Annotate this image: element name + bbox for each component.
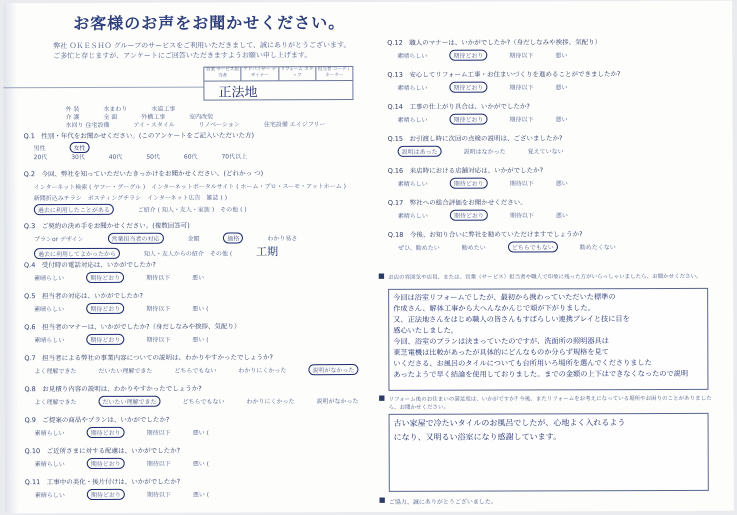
q18-options bbox=[398, 241, 638, 253]
q15-option: 覚えていない bbox=[527, 148, 564, 156]
reform-line: になり、又明るい浴室になり感謝しています。 bbox=[393, 432, 562, 442]
intro-line-1: 弊社 ＯＫＥＳＨＯ グループのサービスをご利用いただきまして、誠にありがとうございます。 bbox=[53, 41, 351, 51]
q4-option: 期待以下 bbox=[146, 274, 171, 282]
comment-line: あったようで早く結論を使用しておりました。までの金額の上下はできなくなったので説明 bbox=[393, 368, 689, 379]
comment-line: 東芝電機は比較があったが具体的にどんなものか分らず規格を見て bbox=[393, 347, 609, 357]
reform-answer-box bbox=[389, 413, 709, 492]
stamp-col-2: アドバイザー デザイナー bbox=[242, 67, 279, 80]
q11-selected-option: 期待どおり bbox=[87, 489, 125, 500]
q8-selected-option: だいたい理解できた bbox=[98, 396, 160, 407]
service-type: 水道工事 bbox=[151, 105, 176, 113]
q11-option: 悪い ( bbox=[192, 491, 210, 499]
q2-row-3 bbox=[34, 203, 269, 215]
gender-label: 男性 bbox=[33, 145, 46, 153]
reform-prompt: リフォーム後のお住まいの満足度は、いかがですか? 今後、またリフォームをお考えになっている場所やお困りのことがありましたら、お聞かせください。 bbox=[388, 395, 712, 411]
stamp-col-1: 営業 サービス担当者 bbox=[204, 67, 241, 80]
q17-selected-option: 期待どおり bbox=[450, 210, 488, 221]
q11-option: 素晴らしい bbox=[34, 492, 65, 500]
q16-option: 悪い bbox=[555, 180, 568, 188]
q16-options bbox=[398, 177, 590, 189]
q5-selected-option: 期待どおり bbox=[86, 303, 124, 314]
reform-handwritten bbox=[394, 416, 704, 445]
q10-options bbox=[35, 457, 231, 469]
age-option: 70代以上 bbox=[221, 153, 248, 161]
q3-circled-answer: 価格 bbox=[223, 232, 243, 243]
q7-option: わかりにくかった bbox=[238, 367, 287, 375]
q8-option: よく理解できた bbox=[34, 399, 77, 407]
service-type: 住宅設備 エイジフリー bbox=[263, 121, 326, 129]
q9-options bbox=[35, 426, 231, 438]
gender-answer: 女性 bbox=[70, 142, 90, 153]
age-option: 60代 bbox=[183, 153, 198, 161]
q9-option: 悪い ( bbox=[192, 429, 209, 437]
q3-option: 知人・友人からの紹介 その他 ( bbox=[143, 250, 233, 258]
q3-option: わかり易さ bbox=[267, 235, 298, 243]
comment-line: 感心いたしました。 bbox=[393, 325, 458, 335]
q2-circled-answer: 過去に利用したことがある bbox=[34, 204, 114, 215]
service-types-row-3 bbox=[66, 119, 348, 129]
survey-sheet bbox=[3, 1, 734, 514]
q4-selected-option: 期待どおり bbox=[86, 272, 124, 283]
q18-option: 勧めたくない bbox=[579, 244, 616, 252]
comment-line: 又、正法地さんをはじめ職人の皆さんもすばらしい連携プレイと技に目を bbox=[393, 314, 630, 324]
q3-option: 金額 bbox=[187, 235, 200, 243]
q9-selected-option: 期待どおり bbox=[87, 427, 125, 438]
staff-stamp-box bbox=[203, 66, 353, 101]
q17-option: 素晴らしい bbox=[397, 212, 428, 220]
q7-selected-option: 説明がなかった bbox=[308, 364, 358, 375]
q15-options bbox=[398, 145, 586, 157]
q8-option: わかりにくかった bbox=[246, 398, 295, 406]
q4-options bbox=[34, 271, 226, 283]
question-6: Q.6 担当者のマナーは、いかがでしたか?（身だしなみや挨拶、気配り） bbox=[24, 322, 241, 332]
q1-ages bbox=[34, 151, 269, 161]
q7-options bbox=[34, 364, 380, 376]
service-type: 外構工事 bbox=[141, 113, 166, 121]
survey-title: お客様のお声をお聞かせください。 bbox=[73, 13, 346, 34]
service-type: 水回り 住宅設備 bbox=[65, 121, 110, 130]
q3-circled-answer: 過去に利用してよかったから bbox=[34, 248, 120, 259]
footer-checkbox: ■ bbox=[378, 495, 386, 504]
q7-option: よく理解できた bbox=[34, 368, 77, 376]
service-type: 全 面 bbox=[103, 113, 118, 121]
question-3: Q.3 ご契約の決め手をお聞かせください。(複数回答可) bbox=[23, 221, 190, 231]
q18-option: ぜひ、勧めたい bbox=[397, 244, 440, 252]
question-12: Q.12 職人のマナーは、いかがでしたか?（身だしなみや挨拶、気配り） bbox=[387, 38, 602, 47]
service-type: 水まわり bbox=[103, 105, 128, 113]
q12-selected-option: 期待どおり bbox=[449, 50, 487, 61]
q7-option: だいたい理解できた bbox=[98, 367, 153, 375]
page-fold-shadow bbox=[3, 3, 19, 513]
question-2: Q.2 今回、弊社を知っていただいたきっかけをお聞かせください。(どれかっ つ) bbox=[23, 169, 264, 179]
q13-options bbox=[397, 81, 589, 93]
q18-selected-option: どちらでもない bbox=[508, 241, 558, 252]
comment-line: いくださる、お風呂のタイルについても台所用いろ場所を選んでくださりました bbox=[393, 358, 652, 368]
comment-handwritten bbox=[393, 291, 703, 380]
q14-option: 悪い bbox=[555, 116, 568, 124]
question-8: Q.8 お見積り内容の説明は、わかりやすかったでしょうか? bbox=[24, 384, 202, 394]
question-5: Q.5 担当者の対応は、いかがでしたか? bbox=[24, 291, 143, 301]
q12-option: 悪い bbox=[555, 52, 568, 60]
service-type: アイ・スタイル bbox=[133, 121, 175, 129]
age-option: 30代 bbox=[71, 153, 85, 162]
intro-line-2: ご多忙と存じますが、アンケートにご回答いただきますようお願い申し上げます。 bbox=[53, 51, 312, 61]
q15-selected-option: 説明はあった bbox=[398, 146, 442, 157]
age-option: 40代 bbox=[108, 153, 123, 161]
q6-selected-option: 期待どおり bbox=[86, 334, 124, 345]
question-13: Q.13 安心してリフォーム工事・お住まいづくりを進めることができましたか? bbox=[387, 70, 621, 79]
q13-option: 期待以下 bbox=[509, 84, 534, 92]
stamp-col-3: リフォーム スタッフ bbox=[279, 67, 316, 80]
header-rule bbox=[3, 87, 203, 89]
q12-option: 期待以下 bbox=[509, 52, 534, 60]
question-15: Q.15 お引渡し時に次回の点検の説明は、ございましたか? bbox=[387, 134, 563, 143]
q2-row-2: 新聞折込みチラシ ポスティングチラシ インターネット広告 雑誌 ( ) bbox=[33, 194, 228, 203]
service-type: 外 装 bbox=[65, 106, 80, 114]
q16-option: 期待以下 bbox=[509, 180, 534, 188]
q5-option: 期待以下 bbox=[146, 305, 171, 313]
q10-option: 悪い ( bbox=[192, 460, 210, 468]
q12-option: 素晴らしい bbox=[397, 52, 428, 60]
service-type: 介 護 bbox=[65, 114, 80, 122]
q13-selected-option: 期待どおり bbox=[449, 82, 487, 93]
question-10: Q.10 ご近所さまに対する配慮は、いかがでしたか? bbox=[24, 446, 181, 456]
q11-options bbox=[35, 488, 231, 500]
q2-row-3-rest: ご紹介 ( 知人・友人・家族 ) その他 ( ) bbox=[137, 206, 247, 214]
age-option: 20代 bbox=[33, 154, 48, 162]
q2-row-1: インターネット検索 ( ヤフー・グーグル ) インターネットポータルサイト ( ホーム・プロ・スーモ・アットホーム ) bbox=[33, 183, 347, 192]
q17-option: 期待以下 bbox=[509, 212, 534, 220]
q7-option: どちらでもない bbox=[174, 367, 217, 375]
q5-option: 悪い ( bbox=[192, 305, 209, 313]
q3-row-2 bbox=[34, 243, 300, 260]
q18-option: 勧めたい bbox=[461, 244, 486, 252]
comment-checkbox: ■ bbox=[378, 271, 385, 280]
q12-options bbox=[397, 49, 589, 61]
q8-option: どちらでもない bbox=[182, 398, 225, 406]
q6-options bbox=[34, 333, 230, 345]
question-17: Q.17 弊社への総合評価をお聞かせください。 bbox=[387, 198, 527, 207]
q17-options bbox=[398, 209, 590, 221]
q5-option: 素晴らしい bbox=[34, 306, 65, 314]
question-11: Q.11 工事中の美化・後片付けは、いかがでしたか? bbox=[24, 477, 181, 487]
footer-thanks: ご協力、誠にありがとうございました。 bbox=[388, 498, 497, 506]
q17-option: 悪い bbox=[555, 212, 568, 220]
comment-line: 今回、浴室のプランは決まっていたのですが、洗面所の照明器具は bbox=[393, 336, 609, 346]
q4-option: 素晴らしい bbox=[34, 275, 65, 283]
q14-option: 期待以下 bbox=[509, 116, 534, 124]
q10-option: 期待以下 bbox=[146, 460, 171, 468]
age-option: 50代 bbox=[146, 153, 160, 161]
staff-handwritten-name: 正法地 bbox=[218, 85, 258, 101]
q6-option: 素晴らしい bbox=[34, 337, 65, 345]
comment-line: 作成さん、解体工事から大へんなかんじで頑が下がりました。 bbox=[393, 303, 595, 313]
q16-selected-option: 期待どおり bbox=[450, 178, 488, 189]
q14-selected-option: 期待どおり bbox=[450, 114, 488, 125]
q14-options bbox=[398, 113, 590, 125]
service-type: リノベーション bbox=[198, 121, 240, 129]
reform-line: 古い家屋で冷たいタイルのお風呂でしたが、心地よく入れるよう bbox=[393, 418, 626, 428]
reform-checkbox: ■ bbox=[378, 393, 386, 402]
q9-option: 素晴らしい bbox=[34, 430, 65, 438]
q8-option: 説明がなかった bbox=[316, 398, 359, 406]
question-16: Q.16 来店時における店舗対応は、いかがでしたか? bbox=[387, 166, 544, 175]
q3-option: プランor デザイン bbox=[33, 235, 84, 244]
service-type: 室内改装 bbox=[189, 113, 214, 121]
q9-option: 期待以下 bbox=[146, 429, 171, 437]
q8-options bbox=[34, 395, 380, 407]
q6-option: 期待以下 bbox=[146, 336, 171, 344]
comment-prompt: お店の雰囲気や店員、または、営業（サービス）担当者や職人で印象に残った方がいらっしゃいましたら、お聞かせください。 bbox=[388, 273, 702, 281]
question-14: Q.14 工事の仕上がり具合は、いかがでしたか? bbox=[387, 102, 530, 111]
q3-circled-answer: 営業担当者の対応 bbox=[107, 233, 163, 244]
q13-option: 素晴らしい bbox=[397, 84, 428, 92]
question-4: Q.4 受付時の電話対応は、いかがでしたか? bbox=[24, 260, 156, 270]
q15-option: 説明はなかった bbox=[463, 148, 506, 156]
question-1: Q.1 性別・年代をお聞かせください。(このアンケートをご記入いただいた方) bbox=[23, 131, 255, 141]
q11-option: 期待以下 bbox=[146, 491, 171, 499]
question-18: Q.18 今後、お知り合いに弊社を勧めていただけますでしょうか? bbox=[387, 230, 583, 239]
q3-handwritten-other: 工期 bbox=[256, 245, 279, 259]
q10-selected-option: 期待どおり bbox=[87, 458, 125, 469]
q6-option: 悪い ( bbox=[192, 336, 209, 344]
q4-option: 悪い bbox=[192, 274, 205, 282]
question-9: Q.9 ご提案の商品やプランは、いかがでしたか? bbox=[24, 415, 170, 425]
comment-answer-box bbox=[388, 288, 708, 391]
question-7: Q.7 担当者による弊社の事業内容についての説明は、わかりやすかったでしょうか? bbox=[24, 353, 274, 363]
q14-option: 素晴らしい bbox=[397, 116, 428, 124]
comment-line: 今回は浴室リフォームでしたが、最初から携わっていただいた標準の bbox=[393, 292, 616, 302]
q5-options bbox=[34, 302, 230, 314]
q13-option: 悪い bbox=[555, 84, 568, 92]
q10-option: 素晴らしい bbox=[34, 461, 65, 469]
q16-option: 素晴らしい bbox=[397, 180, 428, 188]
stamp-col-4: 担当者 コーディネーター bbox=[317, 67, 351, 79]
